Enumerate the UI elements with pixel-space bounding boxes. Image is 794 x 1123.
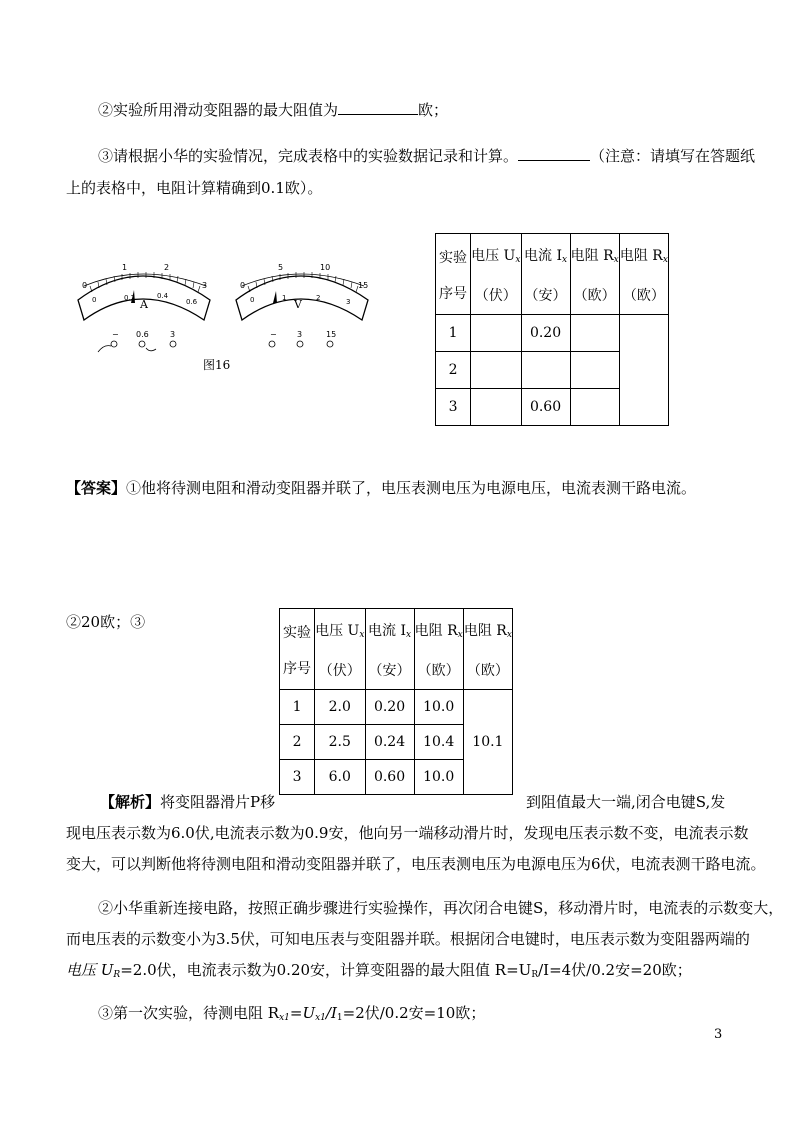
analysis-p2-line1: ②小华重新连接电路，按照正确步骤进行实验操作，再次闭合电键S，移动滑片时，电流表的示数变大， <box>98 899 784 917</box>
figure-caption: 图16 <box>203 358 231 372</box>
q3-text: ③请根据小华的实验情况，完成表格中的实验数据记录和计算。 <box>98 147 519 165</box>
page-number: 3 <box>714 1027 723 1042</box>
answer-text: ①他将待测电阻和滑动变阻器并联了，电压表测电压为电源电压，电流表测干路电流。 <box>126 479 697 497</box>
header-avg-resistance: 电阻 $R_x$ （欧） <box>463 609 512 690</box>
header-resistance: 电阻 $R_x$ （欧） <box>414 609 463 690</box>
header-voltage: 电压 $U_x$ （伏） <box>315 609 365 690</box>
voltmeter-inner-tick: 1 <box>282 294 287 302</box>
voltmeter-inner-tick: 0 <box>250 296 255 304</box>
voltmeter <box>236 263 368 347</box>
voltmeter-outer-tick: 0 <box>240 281 246 290</box>
table-row: 3 0.60 <box>436 389 669 426</box>
ammeter-inner-tick: 0 <box>92 296 97 304</box>
voltmeter-terminal-label: 15 <box>326 330 337 339</box>
table-row: 2 2.5 0.24 10.4 <box>280 725 513 760</box>
voltmeter-outer-tick: 15 <box>358 281 369 290</box>
analysis-line1a: 【解析】将变阻器滑片P移 <box>100 793 276 811</box>
answer-label: 【答案】 <box>66 479 127 497</box>
answer2-line: ②20欧；③ <box>66 613 146 631</box>
ammeter-outer-tick: 2 <box>164 263 170 272</box>
header-trial: 实验 序号 <box>436 234 471 315</box>
voltmeter-inner-tick: 2 <box>316 294 321 302</box>
ammeter-outer-tick: 0 <box>82 281 88 290</box>
answer-line <box>66 478 696 498</box>
question-table <box>435 233 669 426</box>
ammeter-outer-tick: 1 <box>122 263 128 272</box>
answer-table <box>279 608 513 795</box>
voltmeter-inner-tick: 3 <box>346 298 351 306</box>
voltmeter-outer-tick: 10 <box>320 263 331 272</box>
ammeter-terminal-label: 3 <box>170 330 176 339</box>
voltmeter-unit: V <box>294 298 302 311</box>
header-current: 电流 $I_x$ （安） <box>365 609 414 690</box>
voltmeter-terminal-label: − <box>270 330 277 339</box>
header-current: 电流 $I_x$ （安） <box>521 234 570 315</box>
analysis-line3: 变大，可以判断他将待测电阻和滑动变阻器并联了，电压表测电压为电源电压为6伏，电流表测干路电流。 <box>66 855 766 873</box>
header-avg-resistance: 电阻 $R_x$ （欧） <box>619 234 668 315</box>
q3-note: （注意：请填写在答题纸 <box>590 147 756 165</box>
voltmeter-terminal-label: 3 <box>297 330 303 339</box>
header-trial: 实验 序号 <box>280 609 315 690</box>
q2-text: ②实验所用滑动变阻器的最大阻值为 <box>98 101 339 119</box>
meter-figure <box>72 258 372 368</box>
ammeter-inner-tick: 0.2 <box>124 294 136 302</box>
table-row: 1 2.0 0.20 10.0 10.1 <box>280 690 513 725</box>
table-row: 3 6.0 0.60 10.0 <box>280 760 513 795</box>
analysis-p2-line2: 而电压表的示数变小为3.5伏，可知电压表与变阻器并联。根据闭合电键时，电压表示数为变阻器两端的 <box>66 930 750 948</box>
header-resistance: 电阻 $R_x$ （欧） <box>570 234 619 315</box>
q3-line1 <box>98 146 755 166</box>
analysis-p2-line3: 电压 $U_R=2.0$伏，电流表示数为0.20安，计算变阻器的最大阻值 $R=U_R/I=4$伏/0.2安=20欧； <box>66 961 692 980</box>
q3-answer-blank <box>518 146 590 161</box>
ammeter <box>78 263 210 352</box>
ammeter-inner-tick: 0.6 <box>186 298 198 306</box>
analysis-line1b: 到阻值最大一端,闭合电键S,发 <box>526 793 726 811</box>
ammeter-unit: A <box>140 298 148 311</box>
analysis-line2: 现电压表示数为6.0伏,电流表示数为0.9安，他向另一端移动滑片时，发现电压表示数不变，电流表示数 <box>66 824 749 842</box>
table-row: 2 <box>436 352 669 389</box>
q2-answer-blank <box>338 100 418 115</box>
ammeter-terminal-label: 0.6 <box>136 330 149 339</box>
avg-cell: 10.1 <box>463 690 512 795</box>
avg-cell <box>619 315 668 426</box>
analysis-p3-line: ③第一次实验，待测电阻 $R_{x1}=U_{x1}/I_1=2$伏/0.2安=10欧； <box>98 1004 486 1023</box>
q2-line <box>98 100 448 120</box>
ammeter-terminal-label: − <box>112 330 119 339</box>
q3-line2: 上的表格中，电阻计算精确到0.1欧）。 <box>66 179 323 197</box>
q2-unit: 欧； <box>418 101 449 119</box>
voltmeter-outer-tick: 5 <box>278 263 284 272</box>
analysis-label: 【解析】 <box>100 793 161 811</box>
ammeter-outer-tick: 3 <box>202 281 208 290</box>
header-voltage: 电压 $U_x$ （伏） <box>471 234 521 315</box>
ammeter-inner-tick: 0.4 <box>157 292 169 300</box>
table-row: 1 0.20 <box>436 315 669 352</box>
